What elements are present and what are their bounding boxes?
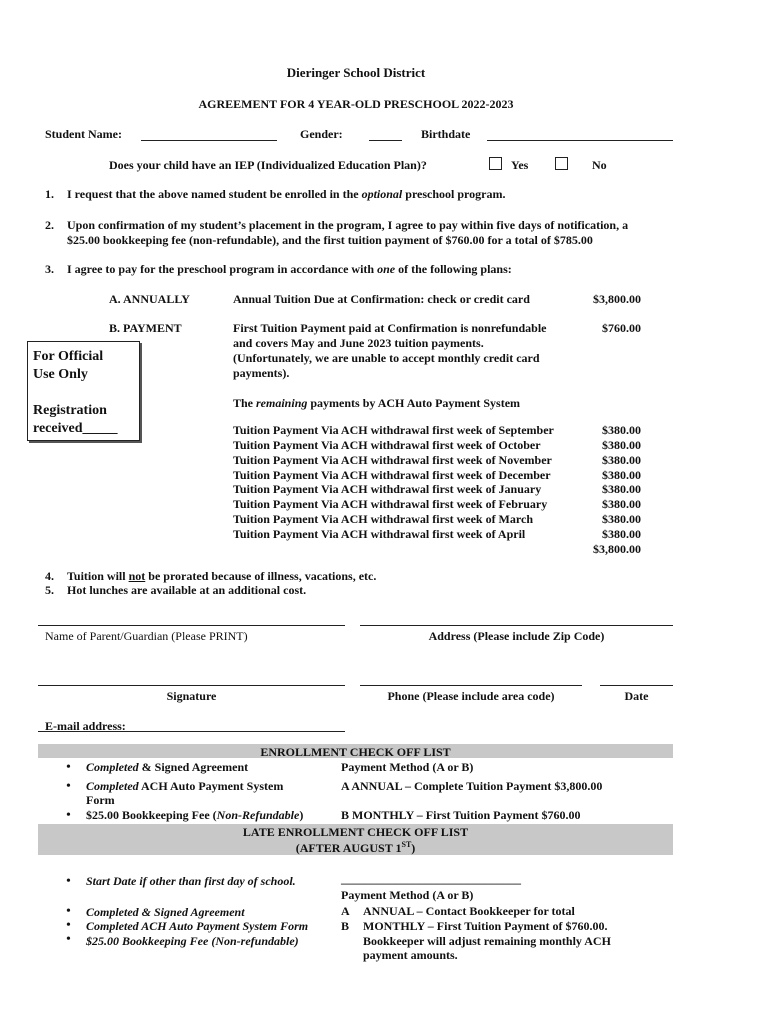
address-label: Address (Please include Zip Code) [428, 629, 605, 643]
plan-b-desc-line: First Tuition Payment paid at Confirmation is nonrefundable [233, 321, 547, 335]
item-2-line2: $25.00 bookkeeping fee (non-refundable), and the first tuition payment of $760.00 for a total of $785.00 [67, 233, 593, 247]
iep-no-label: No [592, 158, 607, 172]
birthdate-label: Birthdate [421, 127, 471, 141]
item-number: 4. [45, 569, 54, 583]
official-use-box [27, 341, 140, 441]
late-method-b-letter: B [341, 919, 350, 933]
item-number: 2. [45, 218, 54, 232]
parent-name-field[interactable] [38, 625, 345, 626]
bullet: • [66, 808, 71, 823]
student-name-label: Student Name: [45, 127, 122, 141]
district-title: Dieringer School District [286, 65, 426, 80]
ach-row-amount: $380.00 [602, 482, 641, 496]
payment-method-a: A ANNUAL – Complete Tuition Payment $3,800.00 [341, 779, 603, 793]
start-date-note: Start Date if other than first day of school. [86, 874, 296, 888]
bullet: • [66, 760, 71, 775]
iep-question: Does your child have an IEP (Individualized Education Plan)? [109, 158, 427, 172]
bullet: • [66, 779, 71, 794]
enrollment-title: ENROLLMENT CHECK OFF LIST [260, 745, 451, 759]
agreement-title: AGREEMENT FOR 4 YEAR-OLD PRESCHOOL 2022-2023 [198, 97, 514, 111]
ach-row-amount: $380.00 [602, 423, 641, 437]
ach-row-amount: $380.00 [602, 468, 641, 482]
payment-method-title: Payment Method (A or B) [341, 760, 474, 774]
late-item: Completed ACH Auto Payment System Form [86, 919, 309, 933]
ach-row-amount: $380.00 [602, 512, 641, 526]
item-3: I agree to pay for the preschool program in accordance with one of the following plans: [67, 262, 512, 276]
plan-a-label: A. ANNUALLY [109, 292, 190, 306]
remaining-payments-heading: The remaining payments by ACH Auto Payment System [233, 396, 521, 410]
parent-name-label: Name of Parent/Guardian (Please PRINT) [45, 629, 248, 643]
registration-received: received_____ [33, 421, 118, 436]
enrollment-item-2-cont: Form [86, 793, 115, 807]
ach-row-desc: Tuition Payment Via ACH withdrawal first week of March [233, 512, 533, 526]
payment-method-b: B MONTHLY – First Tuition Payment $760.00 [341, 808, 581, 822]
ach-row-amount: $380.00 [602, 438, 641, 452]
official-line: Registration [33, 403, 107, 418]
official-line: For Official [33, 349, 104, 364]
date-field[interactable] [600, 685, 673, 686]
ach-row-amount: $380.00 [602, 497, 641, 511]
late-method-b-line: payment amounts. [363, 948, 458, 962]
student-name-field[interactable] [141, 140, 277, 141]
bullet: • [66, 932, 71, 947]
enrollment-item-3: $25.00 Bookkeeping Fee (Non-Refundable) [86, 808, 304, 822]
item-number: 5. [45, 583, 54, 597]
ach-row-amount: $380.00 [602, 527, 641, 541]
item-4: Tuition will not be prorated because of illness, vacations, etc. [67, 569, 377, 583]
start-date-field[interactable]: ______________________________ [341, 872, 521, 886]
signature-field[interactable] [38, 685, 345, 686]
iep-yes-checkbox[interactable] [489, 157, 502, 170]
late-item: Completed & Signed Agreement [86, 905, 245, 919]
plan-a-amount: $3,800.00 [593, 292, 641, 306]
plan-b-desc-line: (Unfortunately, we are unable to accept monthly credit card [233, 351, 540, 365]
iep-yes-label: Yes [511, 158, 529, 172]
ach-row-desc: Tuition Payment Via ACH withdrawal first week of September [233, 423, 554, 437]
plan-b-desc-line: and covers May and June 2023 tuition payments. [233, 336, 484, 350]
plan-b-desc-line: payments). [233, 366, 290, 380]
item-number: 3. [45, 262, 54, 276]
date-label: Date [624, 689, 649, 703]
plan-b-amount: $760.00 [602, 321, 641, 335]
gender-label: Gender: [300, 127, 343, 141]
plan-a-description: Annual Tuition Due at Confirmation: check or credit card [233, 292, 530, 306]
enrollment-item-2: Completed ACH Auto Payment System [86, 779, 284, 793]
late-method-b-line: MONTHLY – First Tuition Payment of $760.00. [363, 919, 608, 933]
bullet: • [66, 904, 71, 919]
ach-row-desc: Tuition Payment Via ACH withdrawal first week of April [233, 527, 526, 541]
ach-row-desc: Tuition Payment Via ACH withdrawal first week of October [233, 438, 541, 452]
plan-b-label: B. PAYMENT [109, 321, 182, 335]
late-payment-method-title: Payment Method (A or B) [341, 888, 474, 902]
iep-no-checkbox[interactable] [555, 157, 568, 170]
late-method-a: ANNUAL – Contact Bookkeeper for total [363, 904, 575, 918]
late-enrollment-subtitle: (AFTER AUGUST 1ST) [295, 840, 416, 855]
email-label: E-mail address: [45, 719, 126, 733]
phone-field[interactable] [360, 685, 582, 686]
item-5: Hot lunches are available at an additional cost. [67, 583, 307, 597]
ach-total: $3,800.00 [593, 542, 641, 556]
birthdate-field[interactable] [487, 140, 673, 141]
enrollment-item-1: Completed & Signed Agreement [86, 760, 249, 774]
address-field[interactable] [360, 625, 673, 626]
bullet: • [66, 874, 71, 889]
item-2-line1: Upon confirmation of my student’s placement in the program, I agree to pay within five days of notification, a [67, 218, 629, 232]
ach-row-amount: $380.00 [602, 453, 641, 467]
email-field[interactable] [38, 731, 345, 732]
ach-row-desc: Tuition Payment Via ACH withdrawal first week of February [233, 497, 548, 511]
ach-row-desc: Tuition Payment Via ACH withdrawal first week of December [233, 468, 551, 482]
gender-field[interactable] [369, 140, 402, 141]
ach-row-desc: Tuition Payment Via ACH withdrawal first week of November [233, 453, 552, 467]
late-enrollment-title: LATE ENROLLMENT CHECK OFF LIST [242, 825, 469, 839]
bullet: • [66, 918, 71, 933]
item-number: 1. [45, 187, 54, 201]
late-method-b-line: Bookkeeper will adjust remaining monthly ACH [363, 934, 611, 948]
signature-label: Signature [166, 689, 217, 703]
phone-label: Phone (Please include area code) [387, 689, 555, 703]
ach-row-desc: Tuition Payment Via ACH withdrawal first week of January [233, 482, 542, 496]
official-line: Use Only [33, 367, 88, 382]
late-method-a-letter: A [341, 904, 350, 918]
item-1: I request that the above named student be enrolled in the optional preschool program. [67, 187, 506, 201]
late-item: $25.00 Bookkeeping Fee (Non-refundable) [86, 934, 299, 948]
